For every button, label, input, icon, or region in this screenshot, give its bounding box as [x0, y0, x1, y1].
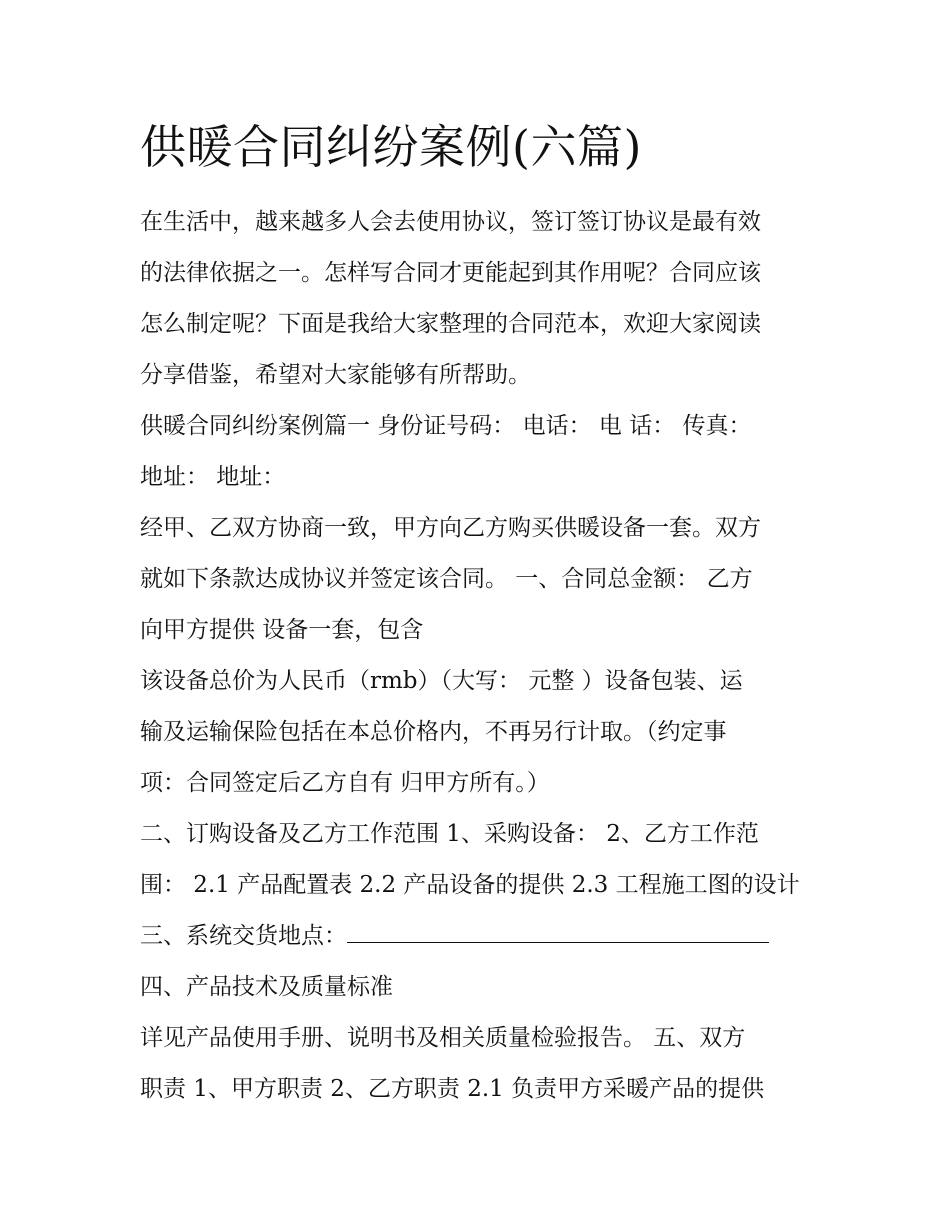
paragraph-line: 该设备总价为人民币（rmb）（大写： 元整 ）设备包装、运 — [140, 668, 743, 694]
delivery-location-blank — [347, 920, 769, 943]
paragraph-line: 输及运输保险包括在本总价格内，不再另行计取。（约定事 — [140, 719, 727, 745]
paragraph-line: 就如下条款达成协议并签定该合同。 一、合同总金额： 乙方 — [140, 566, 753, 592]
paragraph-line: 的法律依据之一。怎样写合同才更能起到其作用呢？合同应该 — [140, 260, 761, 286]
paragraph-line: 四、产品技术及质量标准 — [140, 974, 393, 1000]
paragraph-line: 围： 2.1 产品配置表 2.2 产品设备的提供 2.3 工程施工图的设计 — [140, 872, 800, 898]
paragraph-line: 经甲、乙双方协商一致，甲方向乙方购买供暖设备一套。双方 — [140, 515, 761, 541]
paragraph-line: 职责 1、甲方职责 2、乙方职责 2.1 负责甲方采暖产品的提供 — [140, 1076, 765, 1102]
delivery-location-line — [140, 919, 769, 953]
paragraph-line: 怎么制定呢？下面是我给大家整理的合同范本，欢迎大家阅读 — [140, 311, 761, 337]
paragraph-line: 分享借鉴，希望对大家能够有所帮助。 — [140, 362, 531, 388]
document-title: 供暖合同纠纷案例(六篇) — [140, 120, 642, 174]
paragraph-line: 在生活中，越来越多人会去使用协议，签订签订协议是最有效 — [140, 209, 761, 235]
delivery-location-label: 三、系统交货地点： — [140, 923, 347, 949]
paragraph-line: 地址： 地址： — [140, 464, 286, 490]
paragraph-line: 项：合同签定后乙方自有 归甲方所有。） — [140, 770, 550, 796]
paragraph-line: 向甲方提供 设备一套，包含 — [140, 617, 424, 643]
paragraph-line: 详见产品使用手册、说明书及相关质量检验报告。 五、双方 — [140, 1025, 746, 1051]
paragraph-line: 二、订购设备及乙方工作范围 1、采购设备： 2、乙方工作范 — [140, 821, 759, 847]
paragraph-line: 供暖合同纠纷案例篇一 身份证号码： 电话： 电 话： 传真： — [140, 413, 752, 439]
